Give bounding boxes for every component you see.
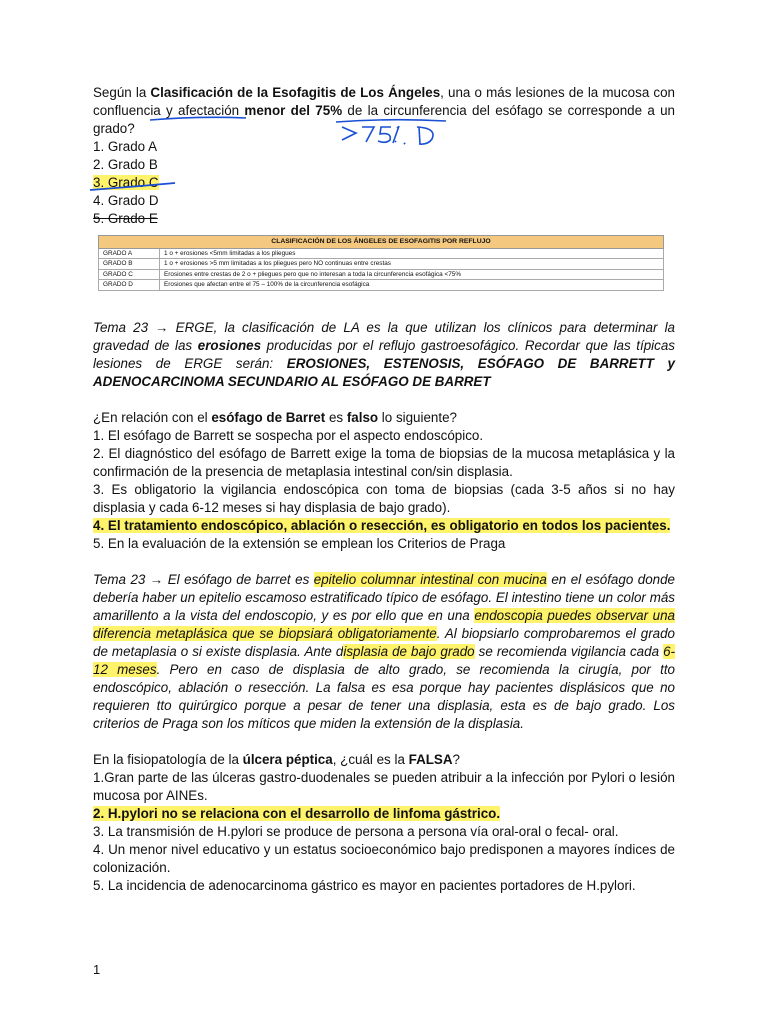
option-4: 4. Un menor nivel educativo y un estatus socioeconómico bajo predisponen a mayores índices de colonización. xyxy=(93,841,675,875)
question-2-stem: ¿En relación con el esófago de Barret es falso lo siguiente? xyxy=(93,409,457,425)
option-2: 2. Grado B xyxy=(93,157,158,172)
option-3: 3. La transmisión de H.pylori se produce de persona a persona vía oral-oral o fecal- oral. xyxy=(93,823,619,839)
table-row: GRADO C Erosiones entre crestas de 2 o + pliegues pero que no interesan a toda la circunferencia esofágica <75% xyxy=(99,269,664,280)
menor-75-text: menor del 75% xyxy=(244,103,343,118)
option-2: 2. El diagnóstico del esófago de Barrett exige la toma de biopsias de la mucosa metaplásica y la confirmación de la presencia de metaplasia intestinal con/sin displasia. xyxy=(93,445,675,479)
option-2-correct: 2. H.pylori no se relaciona con el desarrollo de linfoma gástrico. xyxy=(93,805,501,821)
question-1-stem: Según la Clasificación de la Esofagitis de Los Ángeles, una o más lesiones de la mucosa con confluencia y afectación menor del 75% de la circunferencia del esófago se corresponde a un grado? xyxy=(93,85,675,136)
table-row: GRADO A 1 o + erosiones <5mm limitadas a los pliegues xyxy=(99,248,664,259)
question-2-options xyxy=(93,427,675,553)
document-page xyxy=(93,84,675,895)
option-4: 4. Grado D xyxy=(93,193,159,208)
con-confluencia-text: con confluencia xyxy=(93,85,675,118)
los-angeles-table xyxy=(98,235,664,291)
option-3: 3. Es obligatorio la vigilancia endoscópica con toma de biopsias (cada 3-5 años si no hay displasia y cada 6-12 meses si hay displasia de bajo grado). xyxy=(93,481,675,515)
option-3-selected: 3. Grado C xyxy=(93,175,159,190)
question-3-options xyxy=(93,769,675,895)
option-1: 1. Grado A xyxy=(93,139,158,154)
option-1: 1. El esófago de Barrett se sospecha por el aspecto endoscópico. xyxy=(93,427,484,443)
option-5-struck: 5. Grado E xyxy=(93,211,158,226)
table-title: CLASIFICACIÓN DE LOS ÁNGELES DE ESOFAGITIS POR REFLUJO xyxy=(99,236,664,249)
option-5: 5. En la evaluación de la extensión se emplean los Criterios de Praga xyxy=(93,535,506,551)
tema-23-barrett-note: Tema 23 → El esófago de barret es epitelio columnar intestinal con mucina en el esófago donde debería haber un epitelio escamoso estratificado típico de esófago. El intestino tiene un color más amarillento a la vista del endoscopio, y es por ello que en una endoscopia puedes observar una diferencia metaplásica que se biopsiará obligatoriamente. Al biopsiarlo comprobaremos el grado de metaplasia o si existe displasia. Ante displasia de bajo grado se recomienda vigilancia cada 6-12 meses. Pero en caso de displasia de alto grado, se recomienda la cirugía, por tto endoscópico, ablación o resección. La falsa es esa porque hay pacientes displásicos que no requieren tto quirúrgico porque a pesar de tener una displasia, esta es de bajo grado. Los criterios de Praga son los míticos que miden la extensión de la displasia. xyxy=(93,571,676,731)
table-row: GRADO D Erosiones que afectan entre el 75 – 100% de la circunferencia esofágica xyxy=(99,280,664,291)
option-5: 5. La incidencia de adenocarcinoma gástrico es mayor en pacientes portadores de H.pylori. xyxy=(93,877,636,893)
table-row: GRADO B 1 o + erosiones >5 mm limitadas a los pliegues pero NO continuas entre crestas xyxy=(99,259,664,270)
page-number: 1 xyxy=(93,962,101,977)
question-3-stem: En la fisiopatología de la úlcera péptica, ¿cuál es la FALSA? xyxy=(93,751,460,767)
option-1: 1.Gran parte de las úlceras gastro-duodenales se pueden atribuir a la infección por Pylori o lesión mucosa por AINEs. xyxy=(93,769,675,803)
tema-23-erge-note: Tema 23 → ERGE, la clasificación de LA es la que utilizan los clínicos para determinar la gravedad de las erosiones producidas por el reflujo gastroesofágico. Recordar que las típicas lesiones de ERGE serán: EROSIONES, ESTENOSIS, ESÓFAGO DE BARRETT y ADENOCARCINOMA SECUNDARIO AL ESÓFAGO DE BARRET xyxy=(93,319,675,389)
classification-name: Clasificación de la Esofagitis de Los Ángeles xyxy=(150,85,441,100)
option-4-correct: 4. El tratamiento endoscópico, ablación o resección, es obligatorio en todos los pacientes. xyxy=(93,517,671,533)
question-1-options xyxy=(93,138,675,228)
